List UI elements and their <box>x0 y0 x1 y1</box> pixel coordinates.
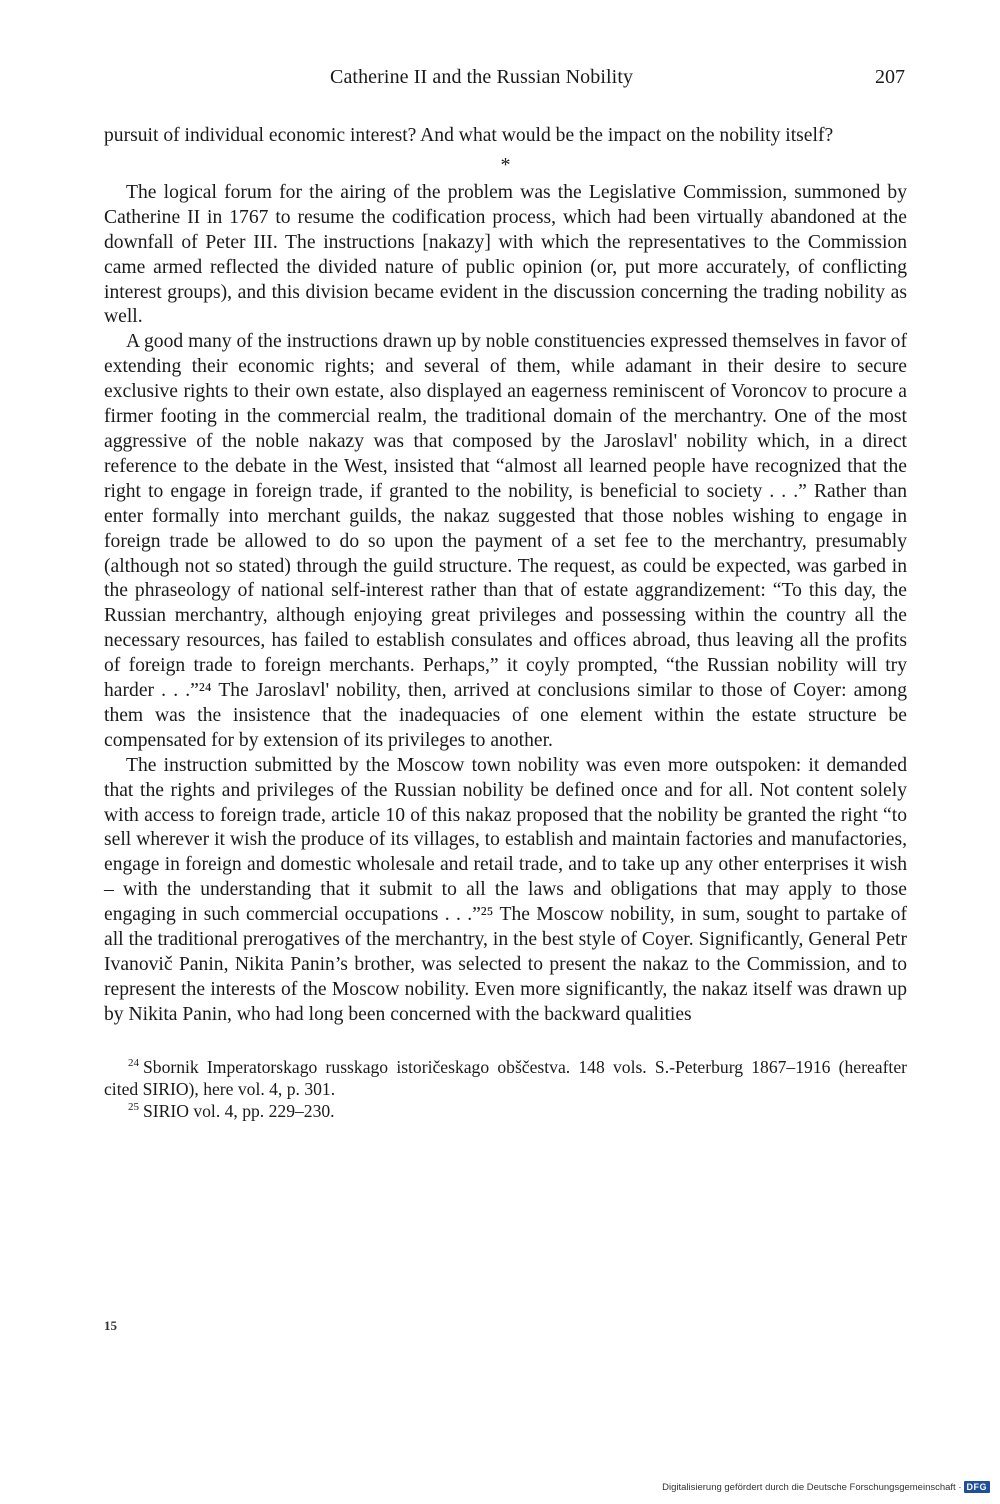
page-number: 207 <box>875 66 905 88</box>
section-break-asterisk: * <box>500 153 511 176</box>
paragraph-moscow-nobility: The instruction submitted by the Moscow town nobility was even more outspoken: it demanded that the rights and privileges of the Russian nobility be defined once and for all. Not content solely with access to foreign trade, article 10 of this nakaz proposed that the nobility be granted the right “to sell wherever it wish the produce of its villages, to establish and maintain factories and manufactories, engage in foreign and domestic wholesale and retail trade, and to take up any other enterprises it wish – with the understanding that it submit to all the laws and obligations that may apply to those engaging in such commercial occupations . . .”²⁵ The Moscow nobility, in sum, sought to partake of all the traditional prerogatives of the merchantry, in the best style of Coyer. Significantly, General Petr Ivanovič Panin, Nikita Panin’s brother, was selected to present the nakaz to the Commission, and to represent the interests of the Moscow nobility. Even more significantly, the nakaz itself was drawn up by Nikita Panin, who had long been concerned with the backward qualities <box>104 754 907 1025</box>
credit-text: Digitalisierung gefördert durch die Deutsche Forschungsgemeinschaft · <box>662 1481 962 1493</box>
footnote-mark: 25 <box>128 1100 139 1113</box>
footnote-mark: 24 <box>128 1056 139 1069</box>
dfg-logo-icon: DFG <box>964 1481 991 1493</box>
paragraph-legislative-commission: The logical forum for the airing of the problem was the Legislative Commission, summoned by Catherine II in 1767 to resume the codification process, which had been virtually abandoned at the downfall of Peter III. The instructions [nakazy] with which the representatives to the Commission came armed reflected the divided nature of public opinion (or, put more accurately, of conflicting interest groups), and this division became evident in the discussion concerning the trading nobility as well. <box>104 181 907 328</box>
footnotes <box>104 1056 907 1122</box>
continued-paragraph: pursuit of individual economic interest? And what would be the impact on the nobility itself? <box>104 125 834 146</box>
footnote-25 <box>104 1100 907 1122</box>
paragraph-noble-instructions: A good many of the instructions drawn up by noble constituencies expressed themselves in favor of extending their economic rights; and several of them, while adamant in their desire to secure exclusive rights to their own estate, also displayed an eagerness reminiscent of Voroncov to procure a firmer footing in the commercial realm, the traditional domain of the merchantry. One of the most aggressive of the noble nakazy was that composed by the Jaroslavl' nobility which, in a direct reference to the debate in the West, insisted that “almost all learned people have recognized that the right to engage in foreign trade, if granted to the nobility, is beneficial to society . . .” Rather than enter formally into merchant guilds, the nakaz suggested that those nobles wishing to engage in foreign trade be allowed to do so upon the payment of a set fee to the merchantry, presumably (although not so stated) through the guild structure. The request, as could be expected, was garbed in the phraseology of national self-interest rather than that of estate aggrandizement: “To this day, the Russian merchantry, although enjoying great privileges and possessing within the country all the necessary resources, has failed to establish consulates and offices abroad, thus leaving all the profits of foreign trade to foreign merchants. Perhaps,” it coyly prompted, “the Russian nobility will try harder . . .”²⁴ The Jaroslavl' nobility, then, arrived at conclusions similar to those of Coyer: among them was the insistence that the inadequacies of one element within the estate structure be compensated for by extension of its privileges to another. <box>104 331 907 751</box>
footnote-text: Sbornik Imperatorskago russkago istoričeskago obščestva. 148 vols. S.-Peterburg 1867–1916 (hereafter cited SIRIO), here vol. 4, p. 301. <box>104 1056 907 1099</box>
running-head <box>104 66 907 98</box>
body-text <box>104 124 907 1028</box>
running-title: Catherine II and the Russian Nobility <box>330 66 634 88</box>
footnote-24 <box>104 1056 907 1100</box>
page <box>104 66 907 1122</box>
signature-mark: 15 <box>104 1318 117 1333</box>
footnote-text: SIRIO vol. 4, pp. 229–230. <box>143 1100 335 1121</box>
digitization-credit <box>662 1481 990 1493</box>
